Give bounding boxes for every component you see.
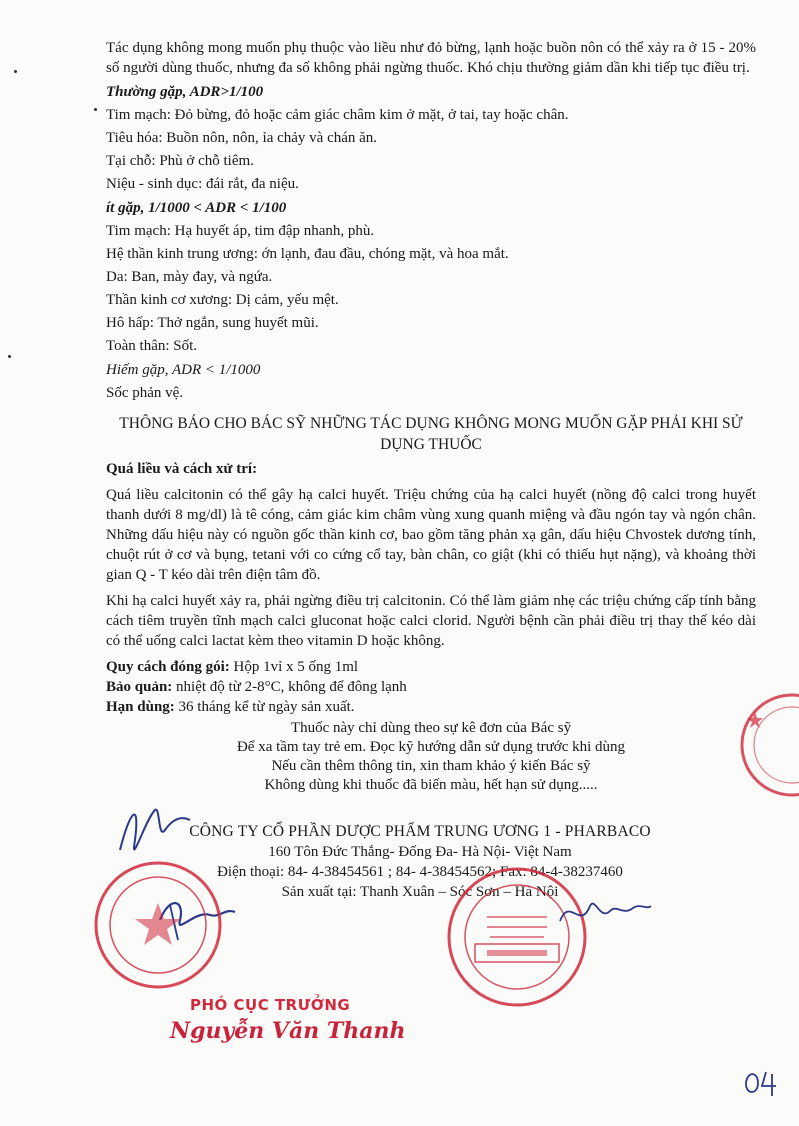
- storage-line: [106, 677, 756, 697]
- company-name: CÔNG TY CỔ PHẦN DƯỢC PHẨM TRUNG ƯƠNG 1 - PHARBACO: [189, 823, 651, 840]
- expiry-value: 36 tháng kể từ ngày sản xuất.: [174, 699, 355, 715]
- expiry-label: Hạn dùng:: [106, 699, 175, 715]
- overdose-heading: Quá liều và cách xử trí:: [106, 461, 258, 477]
- packaging-value: Hộp 1vỉ x 5 ống 1ml: [229, 659, 359, 675]
- common-item: Tại chỗ: Phù ở chỗ tiêm.: [106, 153, 254, 169]
- company-stamp-icon: [442, 862, 592, 1012]
- overdose-paragraph-1: Quá liều calcitonin có thể gây hạ calci huyết. Triệu chứng của hạ calci huyết (nồng độ calci trong huyết thanh dưới 8 mg/dl) là tê cóng, cảm giác kim châm vùng xung quanh miệng và đầu ngón tay và ngón chân. Những dấu hiệu này có nguồn gốc thần kinh cơ, bao gồm tăng phản xạ gân, dấu hiệu Chvostek dương tính, chuột rút ở cơ và bụng, tetani với co cứng cổ tay, bàn chân, co giật (khi có thiếu hụt nặng), và khoảng thời gian Q - T kéo dài trên điện tâm đồ.: [106, 487, 756, 583]
- warning-line: Không dùng khi thuốc đã biến màu, hết hạn sử dụng.....: [264, 777, 598, 793]
- uncommon-heading: ít gặp, 1/1000 < ADR < 1/100: [106, 200, 287, 216]
- intro-paragraph: Tác dụng không mong muốn phụ thuộc vào liều như đỏ bừng, lạnh hoặc buồn nôn có thể xảy ra ở 15 - 20% số người dùng thuốc, nhưng đa số không phải ngừng thuốc. Khó chịu thường giảm dần khi tiếp tục điều trị.: [106, 40, 756, 76]
- warning-line: Thuốc này chỉ dùng theo sự kê đơn của Bác sỹ: [290, 720, 572, 736]
- uncommon-item: Toàn thân: Sốt.: [106, 338, 198, 354]
- warning-line: Để xa tầm tay trẻ em. Đọc kỹ hướng dẫn sử dụng trước khi dùng: [236, 739, 626, 755]
- warnings-block: [106, 719, 756, 795]
- packaging-label: Quy cách đóng gói:: [106, 659, 230, 675]
- warning-line: Nếu cần thêm thông tin, xin tham khảo ý kiến Bác sỹ: [271, 758, 591, 774]
- company-address: 160 Tôn Đức Thắng- Đống Đa- Hà Nội- Việt Nam: [268, 844, 572, 860]
- edge-stamp-icon: [697, 690, 799, 800]
- company-phone: Điện thoại: 84- 4-38454561 ; 84- 4-38454562; Fax: 84-4-38237460: [217, 864, 623, 880]
- uncommon-item: Hô hấp: Thở ngắn, sung huyết mũi.: [106, 315, 319, 331]
- packaging-line: [106, 657, 756, 677]
- deputy-title: PHÓ CỤC TRƯỞNG: [190, 996, 351, 1014]
- expiry-line: [106, 697, 756, 717]
- common-item: Tiêu hóa: Buồn nôn, nôn, ỉa chảy và chán ăn.: [106, 130, 378, 146]
- uncommon-item: Da: Ban, mày đay, và ngứa.: [106, 269, 273, 285]
- deputy-name: Nguyễn Văn Thanh: [170, 1018, 406, 1044]
- signature-right-icon: [555, 886, 655, 936]
- uncommon-item: Hệ thần kinh trung ương: ớn lạnh, đau đầu, chóng mặt, và hoa mắt.: [106, 246, 509, 262]
- common-item: Tim mạch: Đỏ bừng, đỏ hoặc cảm giác châm kim ở mặt, ở tai, tay hoặc chân.: [106, 107, 569, 123]
- scan-speck: [14, 70, 17, 73]
- storage-value: nhiệt độ từ 2-8°C, không để đông lạnh: [172, 679, 407, 695]
- rare-heading: Hiếm gặp, ADR < 1/1000: [106, 362, 261, 378]
- company-factory: Sản xuất tại: Thanh Xuân – Sóc Sơn – Hà Nội: [281, 884, 559, 900]
- uncommon-item: Thần kinh cơ xương: Dị cảm, yếu mệt.: [106, 292, 339, 308]
- scan-speck: [94, 108, 97, 111]
- common-heading: Thường gặp, ADR>1/100: [106, 84, 264, 100]
- rare-item: Sốc phản vệ.: [106, 385, 184, 401]
- storage-label: Bảo quản:: [106, 679, 173, 695]
- common-item: Niệu - sinh dục: đái rắt, đa niệu.: [106, 176, 299, 192]
- doctor-notice: THÔNG BÁO CHO BÁC SỸ NHỮNG TÁC DỤNG KHÔNG MONG MUỐN GẶP PHẢI KHI SỬ DỤNG THUỐC: [119, 415, 743, 453]
- page-mark-icon: [742, 1062, 782, 1102]
- document-body: [106, 38, 756, 795]
- overdose-paragraph-2: Khi hạ calci huyết xảy ra, phải ngừng điều trị calcitonin. Có thể làm giảm nhẹ các triệu chứng cấp tính bằng cách tiêm truyền tĩnh mạch calci gluconat hoặc calci clorid. Người bệnh cần phải điều trị thay thế kéo dài có thể uống calci lactat kèm theo vitamin D hoặc không.: [106, 593, 756, 649]
- uncommon-item: Tim mạch: Hạ huyết áp, tim đập nhanh, phù.: [106, 223, 375, 239]
- scan-speck: [8, 355, 11, 358]
